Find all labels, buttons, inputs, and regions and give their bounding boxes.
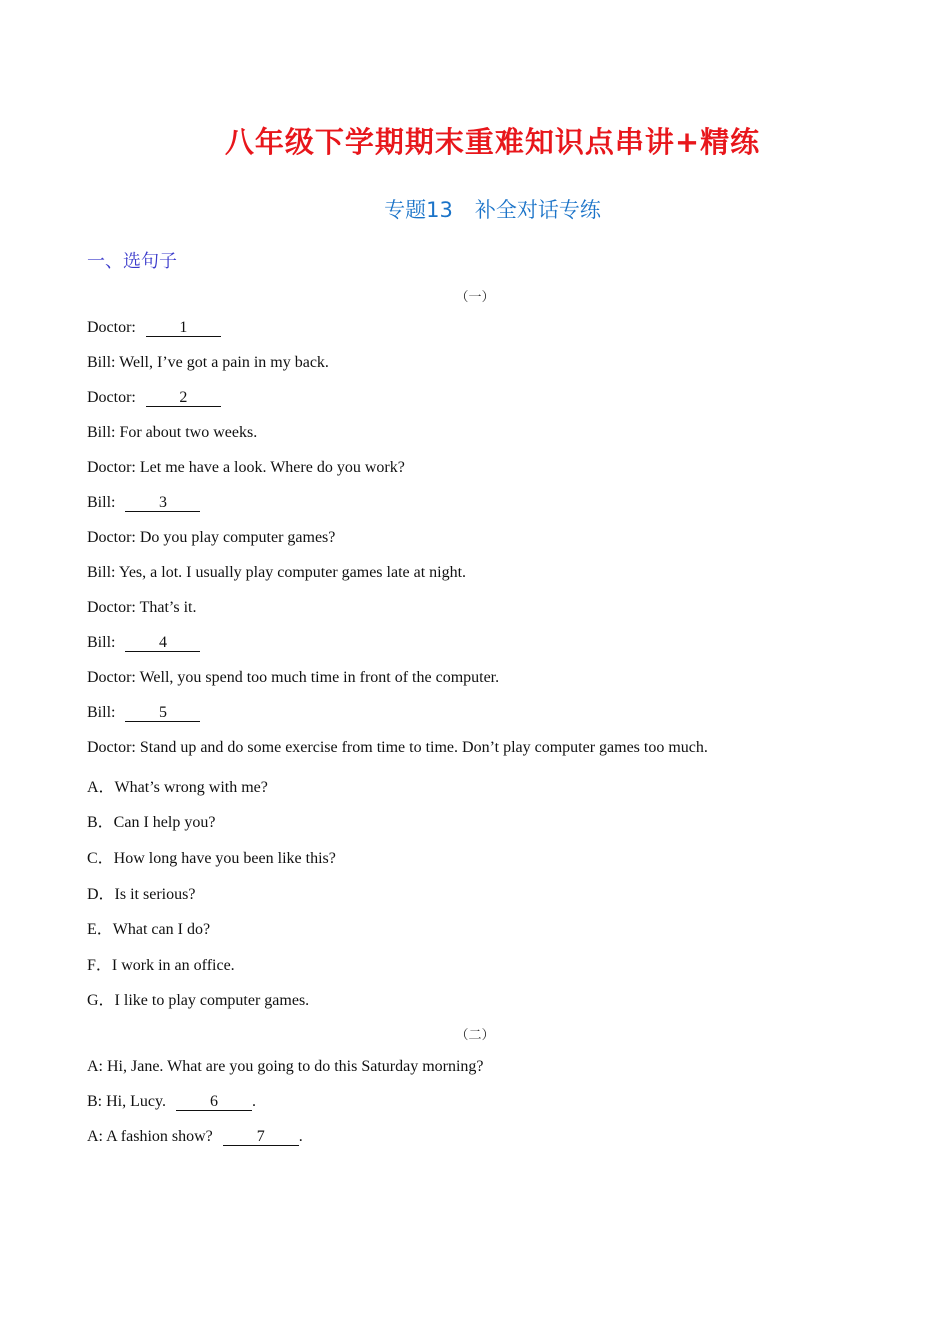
dialogue-line: Bill: 5 xyxy=(87,704,200,722)
subtitle-topic-name: 补全对话专练 xyxy=(474,198,601,222)
answer-blank: 7 xyxy=(223,1128,299,1146)
option-g: G．I like to play computer games. xyxy=(87,992,310,1009)
dialogue-line: Doctor: Do you play computer games? xyxy=(87,529,336,546)
option-f: F．I work in an office. xyxy=(87,957,235,974)
dialogue-line: Doctor: That’s it. xyxy=(87,599,197,616)
page-subtitle xyxy=(0,194,950,224)
dialogue-line: Bill: 4 xyxy=(87,634,200,652)
group-label-2: （二） xyxy=(455,1027,495,1042)
group-label-1: （一） xyxy=(455,289,495,304)
dialogue-line: Bill: For about two weeks. xyxy=(87,424,258,441)
dialogue-line: Bill: Yes, a lot. I usually play computer games late at night. xyxy=(87,564,467,581)
answer-blank: 4 xyxy=(125,634,200,652)
section-heading: 一、选句子 xyxy=(87,251,177,272)
dialogue-line: Bill: 3 xyxy=(87,494,200,512)
dialogue-line: Doctor: 2 xyxy=(87,389,221,407)
dialogue-line: B: Hi, Lucy. 6 . xyxy=(87,1093,256,1110)
answer-blank: 6 xyxy=(176,1093,252,1111)
option-e: E．What can I do? xyxy=(87,921,211,938)
answer-blank: 2 xyxy=(146,389,221,407)
page-title: 八年级下学期期末重难知识点串讲+精练 xyxy=(224,125,761,159)
dialogue-line: Bill: Well, I’ve got a pain in my back. xyxy=(87,354,329,371)
option-d: D．Is it serious? xyxy=(87,886,196,903)
answer-blank: 5 xyxy=(125,704,200,722)
option-a: A．What’s wrong with me? xyxy=(87,779,268,796)
dialogue-line: Doctor: Well, you spend too much time in front of the computer. xyxy=(87,669,500,686)
answer-blank: 1 xyxy=(146,319,221,337)
dialogue-line: Doctor: 1 xyxy=(87,319,221,337)
subtitle-topic-number: 专题13 xyxy=(384,198,453,222)
dialogue-line: Doctor: Stand up and do some exercise from time to time. Don’t play computer games too much. xyxy=(87,739,708,756)
dialogue-line: A: Hi, Jane. What are you going to do this Saturday morning? xyxy=(87,1058,484,1075)
dialogue-line: A: A fashion show? 7 . xyxy=(87,1128,303,1145)
option-b: B．Can I help you? xyxy=(87,814,216,831)
option-c: C．How long have you been like this? xyxy=(87,850,336,867)
answer-blank: 3 xyxy=(125,494,200,512)
dialogue-line: Doctor: Let me have a look. Where do you work? xyxy=(87,459,405,476)
